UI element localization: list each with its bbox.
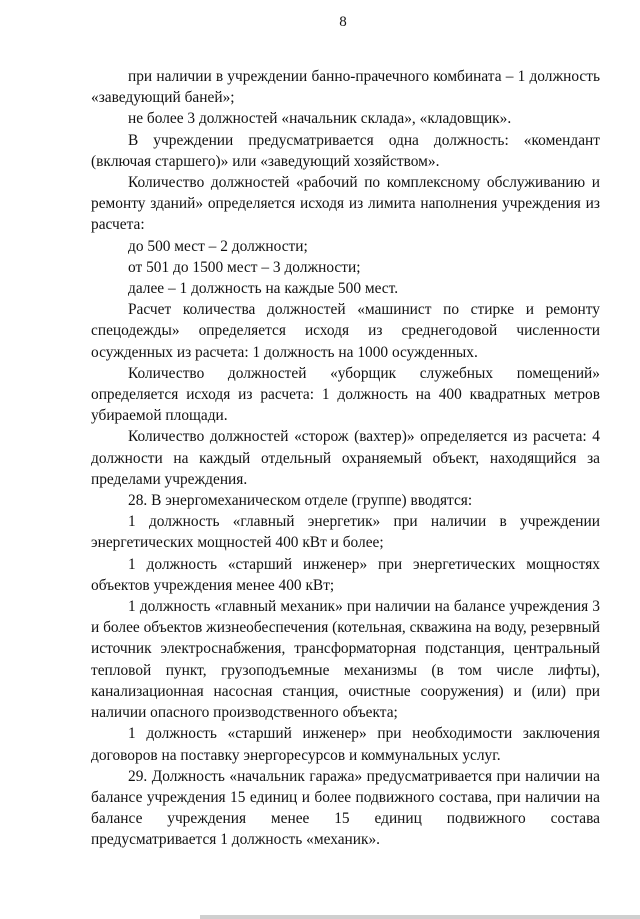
document-body xyxy=(91,66,600,851)
paragraph-item-29: 29. Должность «начальник гаража» предусматривается при наличии на балансе учреждения 15 единиц и более подвижного состава, при наличии на балансе учреждения менее 15 единиц подвижного состава предусматривается 1 должность «механик». xyxy=(91,767,600,849)
paragraph-up-to-500: до 500 мест – 2 должности; xyxy=(128,237,308,255)
paragraph-cleaner: Количество должностей «уборщик служебных помещений» определяется исходя из расчета: 1 должность на 400 квадратных метров убираемой площади. xyxy=(91,364,600,425)
paragraph-item-28: 28. В энергомеханическом отделе (группе) вводятся: xyxy=(128,492,473,510)
page-number: 8 xyxy=(339,14,347,30)
paragraph-bath-manager: при наличии в учреждении банно-прачечного комбината – 1 должность «заведующий баней»; xyxy=(91,68,600,107)
paragraph-senior-engineer-contracts: 1 должность «старший инженер» при необходимости заключения договоров на поставку энергоресурсов и коммунальных услуг. xyxy=(91,725,600,764)
scan-bottom-edge xyxy=(200,915,640,919)
paragraph-senior-engineer-power: 1 должность «старший инженер» при энергетических мощностях объектов учреждения менее 400 кВт; xyxy=(91,555,600,594)
paragraph-chief-power-engineer: 1 должность «главный энергетик» при наличии в учреждении энергетических мощностей 400 кВт и более; xyxy=(91,513,600,552)
paragraph-warehouse: не более 3 должностей «начальник склада», «кладовщик». xyxy=(128,110,512,128)
paragraph-laundry-machinist: Расчет количества должностей «машинист по стирке и ремонту спецодежды» определяется исходя из среднегодовой численности осужденных из расчета: 1 должность на 1000 осужденных. xyxy=(91,301,600,361)
paragraph-maintenance-workers: Количество должностей «рабочий по комплексному обслуживанию и ремонту зданий» определяется исходя из лимита наполнения учреждения из расчета: xyxy=(91,174,600,234)
paragraph-every-500: далее – 1 должность на каждые 500 мест. xyxy=(128,280,399,298)
paragraph-chief-mechanic: 1 должность «главный механик» при наличии на балансе учреждения 3 и более объектов жизнеобеспечения (котельная, скважина на воду, резервный источник электроснабжения, трансформаторная подстанция, центральный тепловой пункт, грузоподъемные механизмы (в том числе лифты), канализационная насосная станция, очистные сооружения) и (или) при наличии опасного производственного объекта; xyxy=(91,598,600,722)
paragraph-watchman: Количество должностей «сторож (вахтер)» определяется из расчета: 4 должности на каждый отдельный охраняемый объект, находящийся за пределами учреждения. xyxy=(91,428,600,488)
paragraph-commandant: В учреждении предусматривается одна должность: «комендант (включая старшего)» или «заведующий хозяйством». xyxy=(91,131,600,170)
paragraph-501-1500: от 501 до 1500 мест – 3 должности; xyxy=(128,258,361,276)
